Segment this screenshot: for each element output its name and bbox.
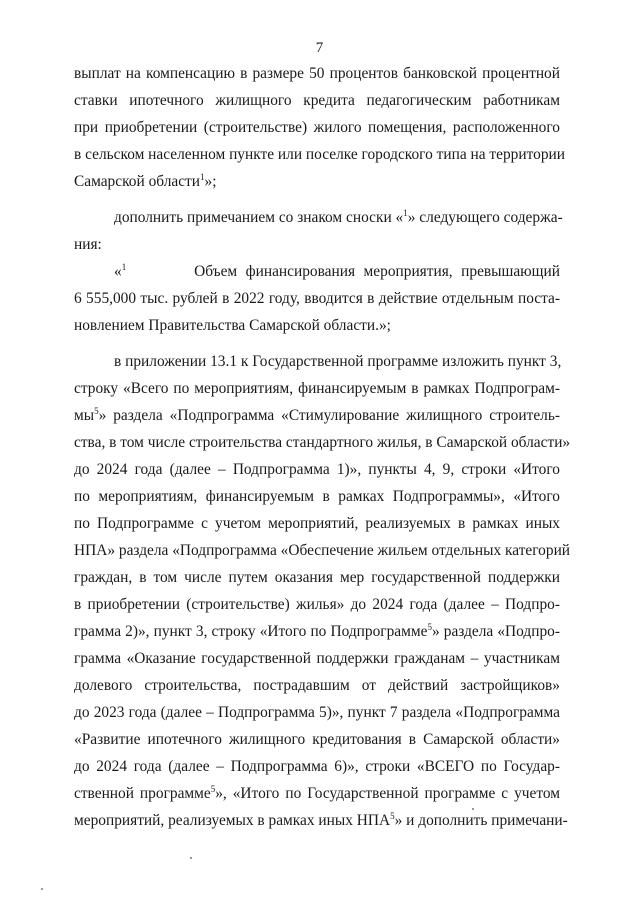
scan-speck <box>41 888 43 890</box>
text-line: грамма 2)», пункт 3, строку «Итого по Подпрограмме$^5$» раздела «Подпро- <box>74 622 560 640</box>
text-line: ства, в том числе строительства стандартного жилья, в Самарской области» <box>74 434 571 451</box>
text-line: НПА» раздела «Подпрограмма «Обеспечение жильем отдельных категорий <box>74 542 571 559</box>
text-line: $мы^5$» раздела «Подпрограмма «Стимулирование жилищного строитель- <box>74 406 560 424</box>
text-line: до 2024 года (далее – Подпрограмма 6)», строки «ВСЕГО по Государ- <box>74 758 560 775</box>
text-line: ственной программе$^5$», «Итого по Государственной программе с учетом <box>74 784 560 802</box>
text-line: в сельском населенном пункте или поселке городского типа на территории <box>74 146 565 163</box>
text-line: новлением Правительства Самарской области.»; <box>74 317 391 334</box>
text-line: в приложении 13.1 к Государственной программе изложить пункт 3, <box>114 353 562 370</box>
footnote-mark: 1 <box>403 208 408 218</box>
text-line: до 2023 года (далее – Подпрограмма 5)», пункт 7 раздела «Подпрограмма <box>74 704 560 721</box>
text-line: по Подпрограмме с учетом мероприятий, реализуемых в рамках иных <box>74 515 560 532</box>
text-line: грамма «Оказание государственной поддержки гражданам – участникам <box>74 650 560 667</box>
text-line: до 2024 года (далее – Подпрограмма 1)», пункты 4, 9, строки «Итого <box>74 461 560 478</box>
text-line: долевого строительства, пострадавшим от действий застройщиков» <box>74 677 560 694</box>
footnote-mark: 5 <box>390 811 395 821</box>
footnote-mark: 5 <box>94 406 99 416</box>
text-line: мероприятий, реализуемых в рамках иных НПА$^5$» и дополнить примечани- <box>74 811 568 829</box>
footnote-mark: 5 <box>427 622 432 632</box>
text-line: 6 555,000 тыс. рублей в 2022 году, вводится в действие отдельным поста- <box>74 290 560 307</box>
page-number: 7 <box>315 40 324 56</box>
footnote-mark: 5 <box>210 784 216 794</box>
scan-speck <box>190 857 192 859</box>
text-line: «Развитие ипотечного жилищного кредитования в Самарской области» <box>74 731 560 748</box>
text-line: «$^1$ Объем финансирования мероприятия, превышающий <box>114 262 561 280</box>
text-line: в приобретении (строительстве) жилья» до 2024 года (далее – Подпро- <box>74 596 560 613</box>
text-line: граждан, в том числе путем оказания мер государственной поддержки <box>74 569 560 586</box>
body-text <box>74 60 571 834</box>
text-line: Самарской области$^1$»; <box>74 172 217 190</box>
text-line: ния: <box>74 236 102 253</box>
scan-speck <box>472 808 474 810</box>
text-line: строку «Всего по мероприятиям, финансируемым в рамках Подпрограм- <box>74 380 560 397</box>
text-line: по мероприятиям, финансируемым в рамках Подпрограммы», «Итого <box>74 488 560 505</box>
footnote-mark: 1 <box>121 262 127 272</box>
text-line: при приобретении (строительстве) жилого помещения, расположенного <box>74 119 560 136</box>
footnote-mark: 1 <box>200 172 205 182</box>
text-line: выплат на компенсацию в размере 50 процентов банковской процентной <box>74 65 560 82</box>
text-line: ставки ипотечного жилищного кредита педагогическим работникам <box>74 92 560 109</box>
text-line: дополнить примечанием со знаком сноски «$^1$» следующего содержа- <box>114 208 563 226</box>
